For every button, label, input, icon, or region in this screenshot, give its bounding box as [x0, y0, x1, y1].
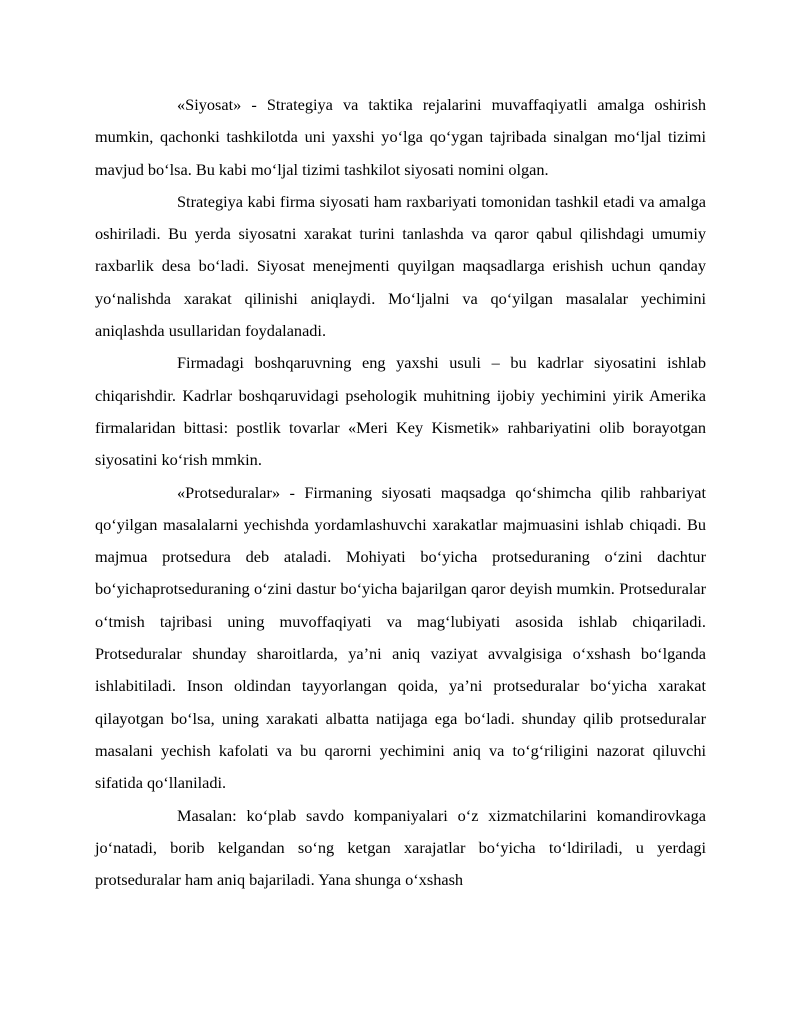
paragraph-masalan: Masalan: ko‘plab savdo kompaniyalari o‘z xizmatchilarini komandirovkaga jo‘natadi, borib kelgandan so‘ng ketgan xarajatlar bo‘yicha to‘ldiriladi, u yerdagi protseduralar ham aniq bajariladi. Yana shunga o‘xshash: [95, 805, 706, 890]
paragraph-protseduralar: «Protseduralar» - Firmaning siyosati maqsadga qo‘shimcha qilib rahbariyat qo‘yilgan masalalarni yechishda yordamlashuvchi xarakatlar majmuasini ishlab chiqadi. Bu majmua protsedura deb ataladi. Mohiyati bo‘yicha protseduraning o‘zini dachtur bo‘yichaprotseduraning o‘zini dastur bo‘yicha bajarilgan qaror deyish mumkin. Protseduralar o‘tmish tajribasi uning muvoffaqiyati va mag‘lubiyati asosida ishlab chiqariladi. Protseduralar shunday sharoitlarda, ya’ni aniq vaziyat avvalgisiga o‘xshash bo‘lganda ishlabitiladi. Inson oldindan tayyorlangan qoida, ya’ni protseduralar bo‘yicha xarakat qilayotgan bo‘lsa, uning xarakati albatta natijaga ega bo‘ladi. shunday qilib protseduralar masalani yechish kafolati va bu qarorni yechimini aniq va to‘g‘riligini nazorat qiluvchi sifatida qo‘llaniladi.: [95, 482, 706, 793]
paragraph-strategiya: Strategiya kabi firma siyosati ham raxbariyati tomonidan tashkil etadi va amalga oshiriladi. Bu yerda siyosatni xarakat turini tanlashda va qaror qabul qilishdagi umumiy raxbarlik desa bo‘ladi. Siyosat menejmenti quyilgan maqsadlarga erishish uchun qanday yo‘nalishda xarakat qilinishi aniqlaydi. Mo‘ljalni va qo‘yilgan masalalar yechimini aniqlashda usullaridan foydalanadi.: [95, 191, 706, 341]
paragraph-firmadagi: Firmadagi boshqaruvning eng yaxshi usuli – bu kadrlar siyosatini ishlab chiqarishdir. Kadrlar boshqaruvidagi psehologik muhitning ijobiy yechimini yirik Amerika firmalaridan bittasi: postlik tovarlar «Meri Key Kismetik» rahbariyatini olib borayotgan siyosatini ko‘rish mmkin.: [95, 353, 706, 470]
paragraph-siyosat: «Siyosat» - Strategiya va taktika rejalarini muvaffaqiyatli amalga oshirish mumkin, qachonki tashkilotda uni yaxshi yo‘lga qo‘ygan tajribada sinalgan mo‘ljal tizimi mavjud bo‘lsa. Bu kabi mo‘ljal tizimi tashkilot siyosati nomini olgan.: [95, 95, 706, 179]
document-page: [95, 89, 706, 896]
